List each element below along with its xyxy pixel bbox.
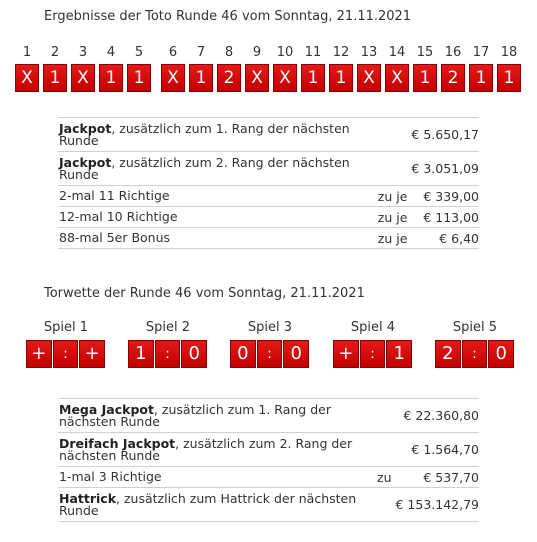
prize-description [58, 152, 378, 186]
score-home: 0 [230, 340, 256, 368]
torwette-prize-table [58, 398, 479, 522]
toto-result-cell: 1 [413, 64, 437, 92]
prize-per-unit [378, 152, 412, 186]
prize-description [58, 186, 378, 207]
torwette-game [333, 320, 413, 370]
prize-row [58, 186, 479, 207]
prize-text: , zusätzlich zum Hattrick der nächsten Runde [59, 490, 357, 518]
toto-result-cell: 2 [217, 64, 241, 92]
prize-per-unit: zu je [378, 207, 412, 228]
score-away: 0 [488, 340, 514, 368]
prize-per-unit [378, 118, 412, 152]
toto-match-number: 4 [106, 45, 116, 60]
game-score [435, 340, 515, 370]
toto-result-cell: X [273, 64, 297, 92]
toto-result-cell: X [15, 64, 39, 92]
toto-result-cell: 1 [329, 64, 353, 92]
prize-amount: € 153.142,79 [396, 488, 480, 522]
prize-text: , zusätzlich zum 2. Rang der nächsten Runde [59, 435, 353, 463]
toto-match-number: 12 [332, 45, 350, 60]
score-sep: : [53, 340, 79, 368]
prize-description [58, 118, 378, 152]
torwette-game [128, 320, 208, 370]
score-away: + [79, 340, 105, 368]
toto-result-cell: X [245, 64, 269, 92]
prize-row [58, 207, 479, 228]
torwette-title: Torwette der Runde 46 vom Sonntag, 21.11.2021 [44, 286, 365, 301]
toto-results-title: Ergebnisse der Toto Runde 46 vom Sonntag, 21.11.2021 [44, 9, 412, 24]
toto-result-cell: 1 [127, 64, 151, 92]
prize-row [58, 228, 479, 249]
score-away: 0 [283, 340, 309, 368]
toto-result-cell: 1 [189, 64, 213, 92]
prize-description [58, 433, 377, 467]
toto-result-cell: 2 [441, 64, 465, 92]
game-label: Spiel 2 [145, 320, 191, 335]
prize-per-unit: zu je [378, 186, 412, 207]
score-away: 0 [181, 340, 207, 368]
toto-result-cell: 1 [497, 64, 521, 92]
toto-result-cells [0, 64, 537, 94]
toto-match-number: 2 [50, 45, 60, 60]
prize-amount: € 537,70 [396, 467, 480, 488]
score-home: 2 [435, 340, 461, 368]
prize-text: 88-mal 5er Bonus [59, 230, 171, 245]
game-label: Spiel 3 [247, 320, 293, 335]
toto-match-number: 10 [276, 45, 294, 60]
game-label: Spiel 1 [43, 320, 89, 335]
prize-bold-label: Mega Jackpot [59, 401, 154, 417]
score-sep: : [360, 340, 386, 368]
game-score [128, 340, 208, 370]
toto-result-cell: 1 [301, 64, 325, 92]
prize-text: 1-mal 3 Richtige [59, 469, 162, 484]
score-sep: : [155, 340, 181, 368]
prize-bold-label: Dreifach Jackpot [59, 435, 176, 451]
toto-match-number: 11 [304, 45, 322, 60]
toto-match-number: 16 [444, 45, 462, 60]
toto-match-number: 7 [196, 45, 206, 60]
score-sep: : [462, 340, 488, 368]
prize-per-unit [377, 399, 395, 433]
score-home: + [333, 340, 359, 368]
prize-amount: € 6,40 [411, 228, 479, 249]
prize-amount: € 3.051,09 [411, 152, 479, 186]
toto-result-cell: 1 [99, 64, 123, 92]
prize-amount: € 22.360,80 [396, 399, 480, 433]
prize-row [58, 399, 479, 433]
score-home: + [26, 340, 52, 368]
toto-result-cell: X [161, 64, 185, 92]
prize-per-unit: zu je [378, 228, 412, 249]
prize-description [58, 228, 378, 249]
prize-bold-label: Hattrick [59, 490, 117, 506]
prize-bold-label: Jackpot [59, 120, 112, 136]
toto-result-cell: X [385, 64, 409, 92]
toto-match-numbers [0, 45, 537, 61]
prize-description [58, 207, 378, 228]
prize-per-unit [377, 488, 395, 522]
toto-prize-table [58, 117, 479, 249]
toto-match-number: 14 [388, 45, 406, 60]
game-label: Spiel 5 [452, 320, 498, 335]
toto-match-number: 1 [22, 45, 32, 60]
game-score [230, 340, 310, 370]
toto-match-number: 6 [168, 45, 178, 60]
prize-amount: € 113,00 [411, 207, 479, 228]
prize-text: 12-mal 10 Richtige [59, 209, 178, 224]
prize-text: , zusätzlich zum 2. Rang der nächsten Runde [59, 154, 350, 182]
prize-row [58, 118, 479, 152]
torwette-game [26, 320, 106, 370]
prize-amount: € 339,00 [411, 186, 479, 207]
toto-match-number: 17 [472, 45, 490, 60]
prize-row [58, 488, 479, 522]
prize-row [58, 152, 479, 186]
torwette-game [435, 320, 515, 370]
prize-per-unit [377, 433, 395, 467]
toto-match-number: 8 [224, 45, 234, 60]
prize-description [58, 467, 377, 488]
score-away: 1 [386, 340, 412, 368]
prize-row [58, 433, 479, 467]
prize-row [58, 467, 479, 488]
game-label: Spiel 4 [350, 320, 396, 335]
toto-match-number: 15 [416, 45, 434, 60]
prize-bold-label: Jackpot [59, 154, 112, 170]
toto-match-number: 18 [500, 45, 518, 60]
prize-description [58, 399, 377, 433]
prize-description [58, 488, 377, 522]
game-score [333, 340, 413, 370]
toto-match-number: 9 [252, 45, 262, 60]
prize-text: , zusätzlich zum 1. Rang der nächsten Runde [59, 120, 350, 148]
toto-match-number: 3 [78, 45, 88, 60]
score-sep: : [257, 340, 283, 368]
toto-result-cell: X [357, 64, 381, 92]
toto-match-number: 5 [134, 45, 144, 60]
prize-text: 2-mal 11 Richtige [59, 188, 170, 203]
score-home: 1 [128, 340, 154, 368]
prize-text: , zusätzlich zum 1. Rang der nächsten Runde [59, 401, 331, 429]
prize-amount: € 5.650,17 [411, 118, 479, 152]
prize-amount: € 1.564,70 [396, 433, 480, 467]
toto-match-number: 13 [360, 45, 378, 60]
prize-per-unit: zu [377, 467, 395, 488]
toto-result-cell: X [71, 64, 95, 92]
toto-result-cell: 1 [469, 64, 493, 92]
torwette-game [230, 320, 310, 370]
game-score [26, 340, 106, 370]
toto-result-cell: 1 [43, 64, 67, 92]
